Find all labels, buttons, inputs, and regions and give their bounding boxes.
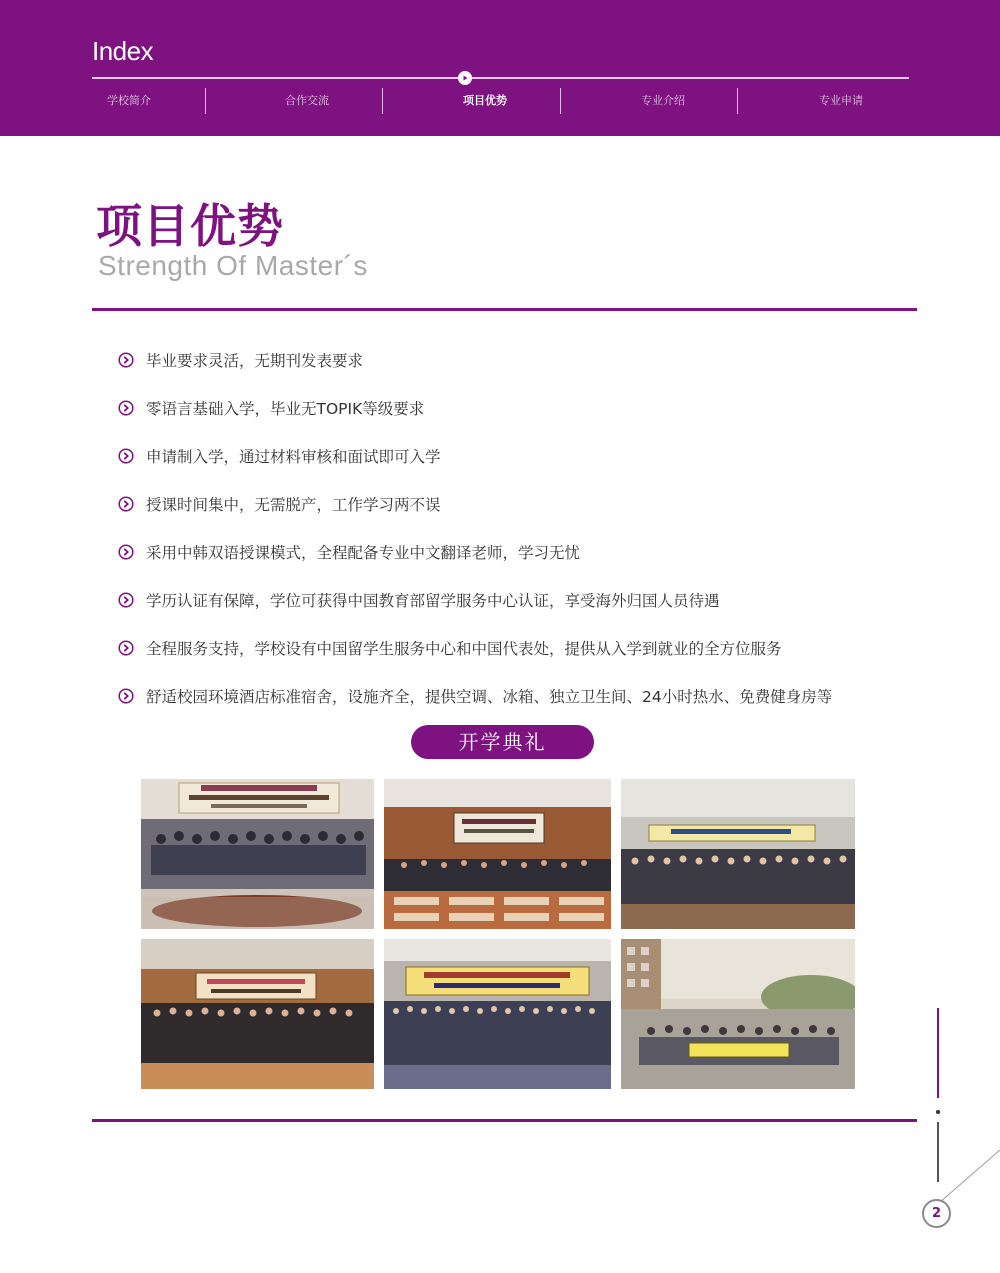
top-divider <box>92 308 917 311</box>
ceremony-photo-3 <box>621 779 855 929</box>
page-subtitle: Strength Of Master´s <box>98 250 368 281</box>
play-marker-icon <box>458 71 472 85</box>
ceremony-photo-4 <box>141 939 374 1089</box>
nav-divider <box>737 88 738 114</box>
nav-item-application[interactable] <box>752 88 930 114</box>
feature-list <box>118 336 832 720</box>
page-title: 项目优势 <box>96 199 284 253</box>
list-item <box>118 624 832 672</box>
feature-text: 申请制入学，通过材料审核和面试即可入学 <box>146 448 441 466</box>
page-number: 2 <box>922 1199 951 1228</box>
ceremony-photo-5 <box>384 939 611 1089</box>
nav-item-cooperation[interactable] <box>218 88 396 114</box>
feature-text: 舒适校园环境酒店标准宿舍，设施齐全，提供空调、冰箱、独立卫生间、24小时热水、免费健身房等 <box>146 688 833 706</box>
nav-label: 合作交流 <box>285 94 329 107</box>
chevron-circle-icon <box>118 640 134 656</box>
feature-text: 全程服务支持，学校设有中国留学生服务中心和中国代表处，提供从入学到就业的全方位服务 <box>146 640 782 658</box>
nav-divider <box>560 88 561 114</box>
chevron-circle-icon <box>118 688 134 704</box>
ceremony-label: 开学典礼 <box>411 725 594 759</box>
list-item <box>118 528 832 576</box>
nav-divider <box>382 88 383 114</box>
nav-divider <box>205 88 206 114</box>
feature-text: 零语言基础入学，毕业无TOPIK等级要求 <box>146 400 425 418</box>
index-nav <box>40 88 960 114</box>
chevron-circle-icon <box>118 352 134 368</box>
index-title: Index <box>92 36 154 66</box>
corner-diagonal-line <box>940 1150 1000 1202</box>
nav-label: 学校简介 <box>107 94 151 107</box>
list-item <box>118 336 832 384</box>
ceremony-photo-1 <box>141 779 374 929</box>
ceremony-photo-2 <box>384 779 611 929</box>
feature-text: 毕业要求灵活，无期刊发表要求 <box>146 352 364 370</box>
list-item <box>118 576 832 624</box>
nav-item-school-intro[interactable] <box>40 88 218 114</box>
chevron-circle-icon <box>118 496 134 512</box>
chevron-circle-icon <box>118 544 134 560</box>
nav-item-majors[interactable] <box>574 88 752 114</box>
bottom-divider <box>92 1119 917 1122</box>
nav-label: 项目优势 <box>463 94 507 107</box>
feature-text: 采用中韩双语授课模式，全程配备专业中文翻译老师，学习无忧 <box>146 544 581 562</box>
list-item <box>118 384 832 432</box>
nav-label: 专业申请 <box>819 94 863 107</box>
header-band <box>0 0 1000 136</box>
list-item <box>118 432 832 480</box>
ceremony-photo-6 <box>621 939 855 1089</box>
list-item <box>118 480 832 528</box>
list-item <box>118 672 832 720</box>
index-progress-line <box>92 77 909 79</box>
chevron-circle-icon <box>118 592 134 608</box>
feature-text: 授课时间集中，无需脱产，工作学习两不误 <box>146 496 441 514</box>
chevron-circle-icon <box>118 448 134 464</box>
nav-item-program-advantages[interactable] <box>396 88 574 114</box>
feature-text: 学历认证有保障，学位可获得中国教育部留学服务中心认证，享受海外归国人员待遇 <box>146 592 720 610</box>
nav-label: 专业介绍 <box>641 94 685 107</box>
chevron-circle-icon <box>118 400 134 416</box>
